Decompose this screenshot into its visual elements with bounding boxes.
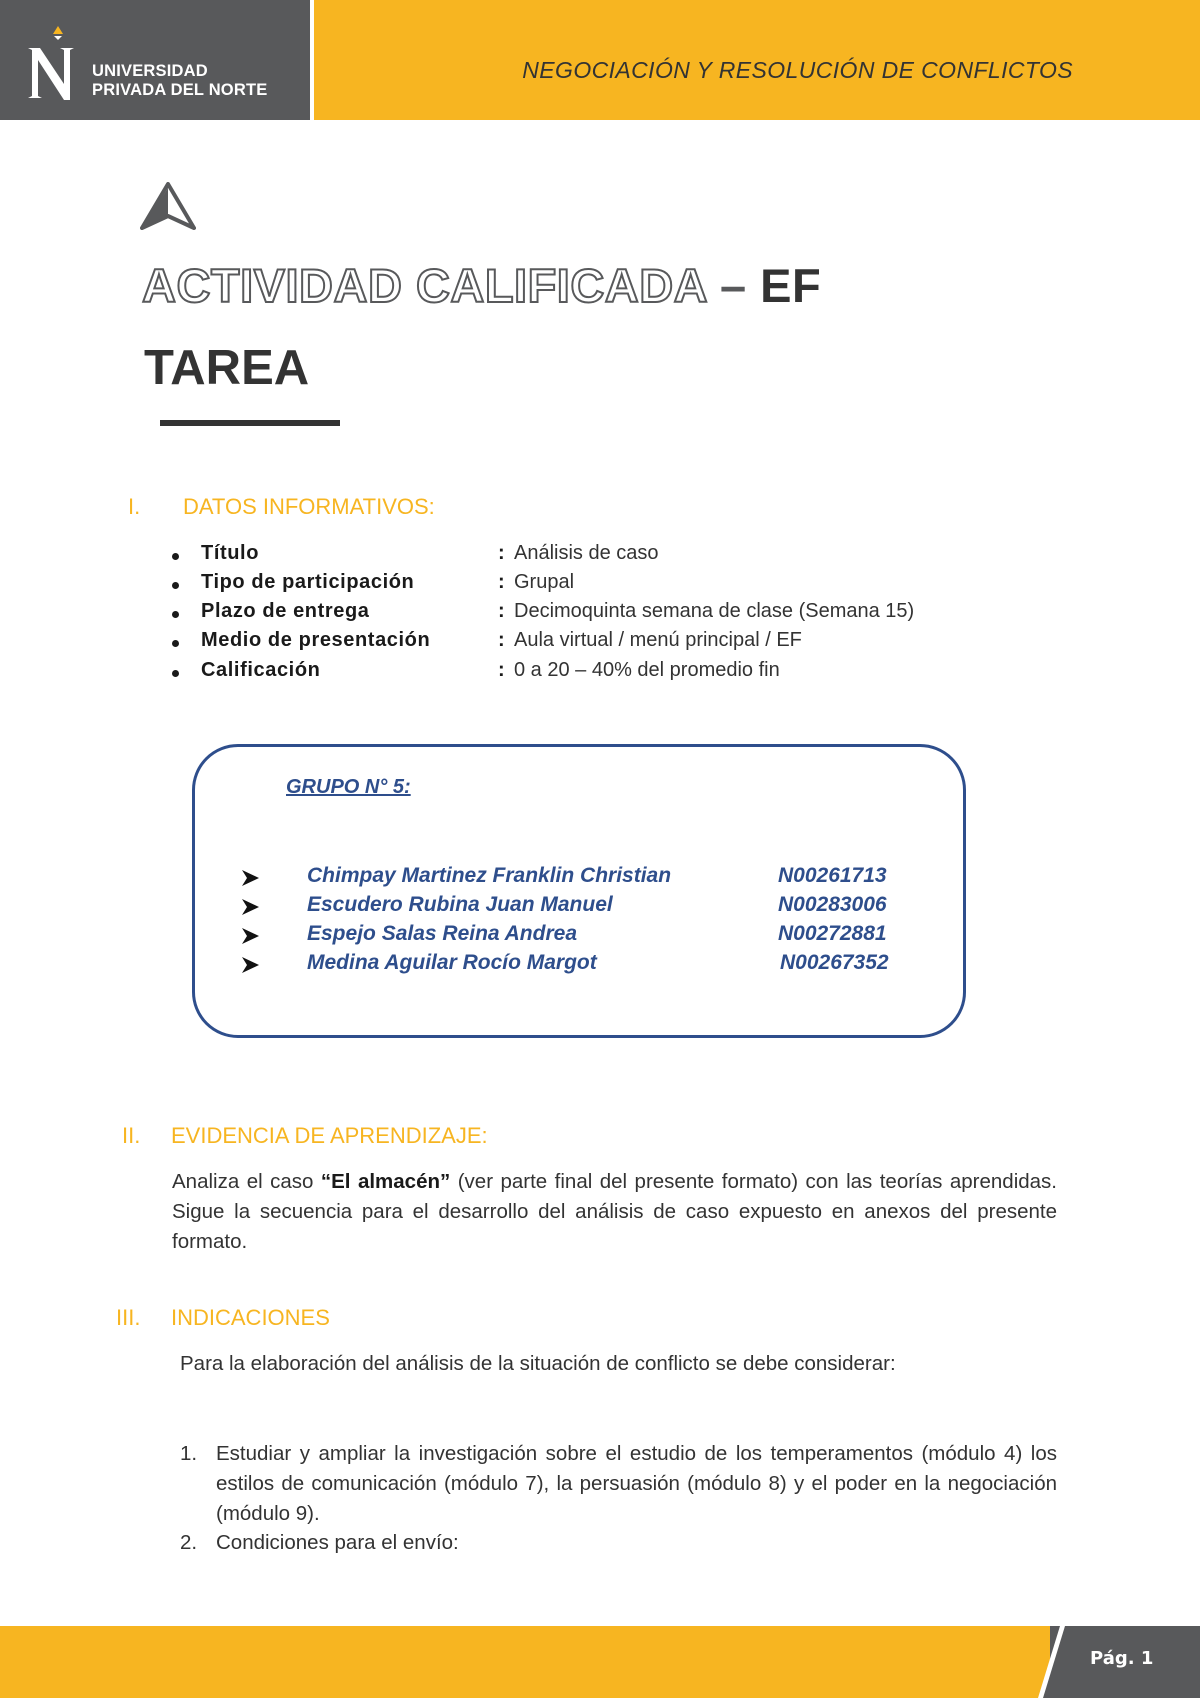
case-name: “El almacén” <box>320 1170 451 1193</box>
section-title: DATOS INFORMATIVOS: <box>183 494 435 519</box>
member-name: Escudero Rubina Juan Manuel <box>307 893 613 916</box>
subtitle-underline <box>160 420 340 426</box>
section-number: III. <box>116 1305 141 1330</box>
group-member <box>240 922 900 950</box>
member-code: N00261713 <box>778 864 887 887</box>
group-member <box>240 951 900 979</box>
info-value: Aula virtual / menú principal / EF <box>514 629 802 651</box>
info-key: Plazo de entrega <box>201 600 370 622</box>
list-number: 2. <box>180 1531 198 1554</box>
footer-slash-decoration <box>1036 1626 1086 1698</box>
activity-title <box>142 256 821 316</box>
member-code: N00283006 <box>778 893 887 916</box>
header-divider <box>310 0 314 120</box>
info-value: Grupal <box>514 571 575 593</box>
bullet-icon <box>172 553 179 560</box>
info-value: Decimoquinta semana de clase (Semana 15) <box>514 600 915 622</box>
bullet-icon <box>172 582 179 589</box>
arrow-bullet-icon <box>240 926 260 946</box>
course-title: NEGOCIACIÓN Y RESOLUCIÓN DE CONFLICTOS <box>522 57 1073 83</box>
page-footer <box>0 1626 1200 1698</box>
university-logo <box>0 0 310 120</box>
section-title: INDICACIONES <box>171 1305 330 1330</box>
list-number: 1. <box>180 1442 198 1465</box>
section-number: II. <box>122 1123 141 1148</box>
logo-line-1: UNIVERSIDAD <box>92 62 208 80</box>
bullet-icon <box>172 640 179 647</box>
activity-title-dash: – <box>706 259 761 312</box>
arrow-bullet-icon <box>240 868 260 888</box>
list-text: Condiciones para el envío: <box>216 1531 459 1554</box>
indications-intro: Para la elaboración del análisis de la situación de conflicto se debe considerar: <box>180 1352 896 1375</box>
member-name: Chimpay Martinez Franklin Christian <box>307 864 672 887</box>
page-number: Pág. 1 <box>1090 1648 1154 1669</box>
group-member <box>240 864 900 892</box>
member-code: N00267352 <box>780 951 889 974</box>
info-key: Tipo de participación <box>201 571 415 593</box>
info-value: Análisis de caso <box>514 542 659 564</box>
group-member <box>240 893 900 921</box>
bullet-icon <box>172 670 179 677</box>
page-subtitle: TAREA <box>144 341 310 395</box>
info-key: Medio de presentación <box>201 629 431 651</box>
arrow-bullet-icon <box>240 897 260 917</box>
info-key: Título <box>201 542 260 564</box>
info-key: Calificación <box>201 659 321 681</box>
list-text: Estudiar y ampliar la investigación sobre el estudio de los temperamentos (módulo 4) los estilos de comunicación (módulo 7), la persuasión (módulo 8) y el poder en la negociación (módulo 9). <box>216 1442 1057 1525</box>
navigation-arrow-icon <box>140 182 196 230</box>
member-name: Medina Aguilar Rocío Margot <box>307 951 597 974</box>
bullet-icon <box>172 611 179 618</box>
member-code: N00272881 <box>778 922 887 945</box>
group-title: GRUPO N° 5: <box>286 776 411 798</box>
activity-title-suffix: EF <box>760 259 822 312</box>
activity-title-outline: ACTIVIDAD CALIFICADA <box>142 259 707 312</box>
logo-line-2: PRIVADA DEL NORTE <box>92 81 268 99</box>
info-value: 0 a 20 – 40% del promedio fin <box>514 659 780 681</box>
section-number: I. <box>128 494 141 519</box>
section-title: EVIDENCIA DE APRENDIZAJE: <box>171 1123 488 1148</box>
arrow-bullet-icon <box>240 955 260 975</box>
member-name: Espejo Salas Reina Andrea <box>307 922 577 945</box>
evidence-paragraph: Analiza el caso “El almacén” (ver parte final del presente formato) con las teorías aprendidas. Sigue la secuencia para el desarrollo del análisis de caso expuesto en anexos del presente formato. <box>172 1170 1057 1253</box>
upn-logo-icon <box>24 26 84 102</box>
